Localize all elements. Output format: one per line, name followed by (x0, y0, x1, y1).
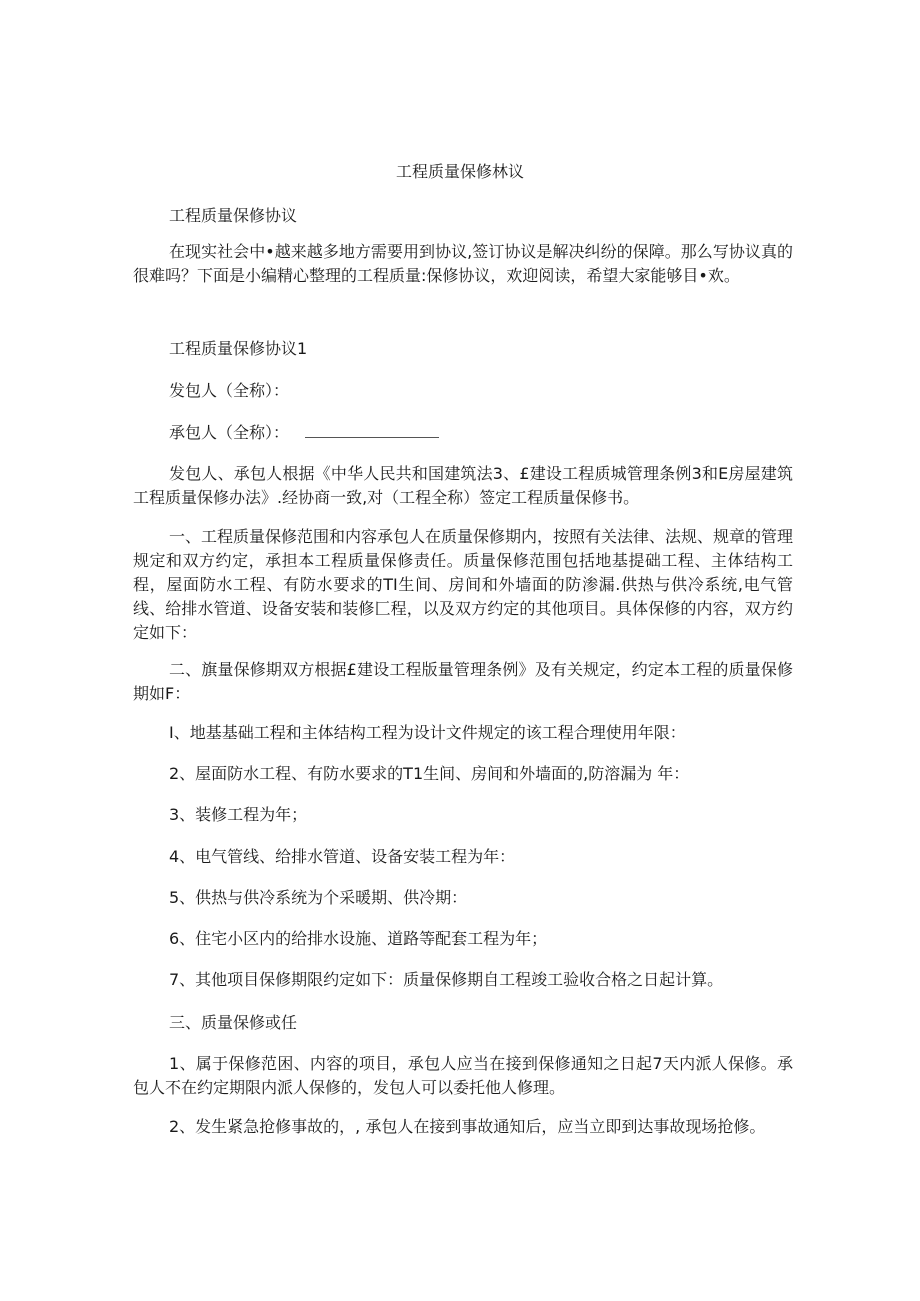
party-a-label: 发包人（全称）： (169, 381, 290, 400)
clause-3-heading: 三、质量保修或任 (169, 1013, 298, 1032)
clause-2-paragraph: 二、旗量保修期双方根据£建设工程版量管理条例》及有关规定，约定本工程的质量保修期如F： (133, 660, 793, 703)
item-1: I、地基基础工程和主体结构工程为设计文件规定的该工程合理使用年限： (169, 723, 686, 742)
duty-2-paragraph: 2、发生紧急抢修事故的，, 承包人在接到事故通知后，应当立即到达事故现场抢修。 (169, 1117, 766, 1136)
basis-paragraph: 发包人、承包人根据《中华人民共和国建筑法3、£建设工程质城管理条例3和E房屋建筑工程质量保修办法》.经协商一致,对（工程全称）签定工程质量保修书。 (133, 464, 793, 507)
document-title: 工程质量保修林议 (395, 162, 524, 181)
section-heading: 工程质量保修协议1 (169, 339, 308, 358)
item-4: 4、电气管线、给排水管道、设备安装工程为年： (169, 847, 516, 866)
party-b-blank (305, 423, 439, 438)
item-6: 6、住宅小区内的给排水设施、道路等配套工程为年； (169, 929, 548, 948)
item-7: 7、其他项目保修期限约定如下：质量保修期自工程竣工验收合格之日起计算。 (169, 970, 724, 989)
party-b-label: 承包人（全称）： (169, 423, 290, 442)
party-b-line (169, 421, 809, 445)
clause-1-paragraph: 一、工程质量保修范围和内容承包人在质量保修期内，按照有关法律、法规、规章的管理规定和双方约定，承担本工程质量保修责任。质量保修范围包括地基提础工程、主体结构工程，屋面防水工程、有防水要求的TI生间、房间和外墙面的防渗漏.供热与供冷系统,电气管线、给排水管道、设备安装和装修匚程，以及双方约定的其他项目。具体保修的内容，双方约定如下： (133, 527, 794, 642)
duty-1-paragraph: 1、属于保修范困、内容的项目，承包人应当在接到保修通知之日起7天内派人保修。承包人不在约定期限内派人保修的，发包人可以委托他人修理。 (133, 1054, 793, 1097)
item-5: 5、供热与供冷系统为个采暖期、供冷期： (169, 888, 468, 907)
intro-paragraph: 在现实社会中•越来越多地方需要用到协议,签订协议是解决纠纷的保障。那么写协议真的很难吗？下面是小编精心整理的工程质量:保修协议，欢迎阅读，希望大家能够目•欢。 (133, 242, 793, 285)
subtitle: 工程质量保修协议 (169, 206, 298, 225)
item-3: 3、装修工程为年； (169, 805, 308, 824)
item-2: 2、屋面防水工程、有防水要求的T1生间、房间和外墙面的,防溶漏为 年： (169, 764, 690, 783)
